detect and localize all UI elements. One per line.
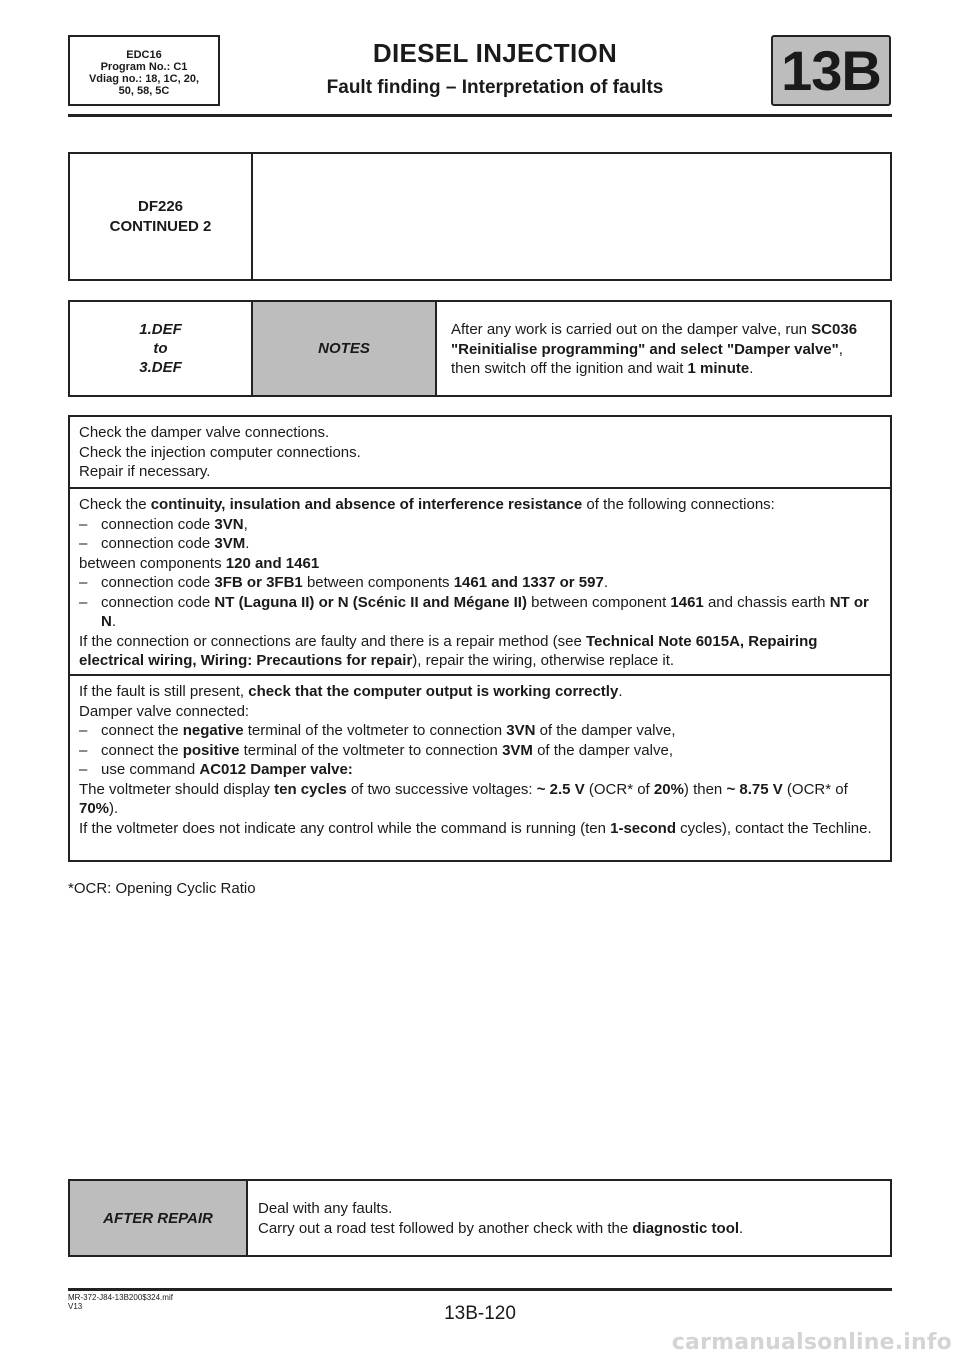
watermark: carmanualsonline.info <box>671 1330 952 1355</box>
ocr-footnote: *OCR: Opening Cyclic Ratio <box>68 880 256 897</box>
condition-until: 3.DEF <box>139 359 182 376</box>
vehicle-info-box <box>68 35 220 106</box>
vdiag-line-2: 50, 58, 5C <box>118 85 170 97</box>
command-ac012: AC012 Damper valve: <box>199 761 353 778</box>
fault-code: DF226 <box>137 197 184 215</box>
list-item: – connection code 3VN, <box>79 515 248 533</box>
list-item: – connection code 3FB or 3FB1 between components 1461 and 1337 or 597. <box>79 574 608 591</box>
footer-divider <box>68 1288 892 1291</box>
procedure-box <box>68 415 892 862</box>
list-item: – connection code NT (Laguna II) or N (Scénic II and Mégane II) between component 1461 and chassis earth NT or N. <box>79 593 869 630</box>
ecu-name: EDC16 <box>126 49 162 61</box>
after-repair-text: Deal with any faults. Carry out a road test followed by another check with the diagnostic tool. <box>258 1200 744 1237</box>
fault-code-box <box>68 152 892 281</box>
page-title: DIESEL INJECTION <box>372 38 618 68</box>
document-reference: MR-372-J84-13B200$324.mif V13 <box>68 1293 173 1311</box>
notes-label: NOTES <box>253 302 437 395</box>
after-repair-box <box>68 1179 892 1257</box>
notes-condition-cell <box>70 302 253 395</box>
fault-continued: CONTINUED 2 <box>109 217 212 235</box>
technical-note-reference: Technical Note 6015A, Repairing electrical wiring, Wiring: Precautions for repair <box>79 632 818 669</box>
procedure-section-wiring: Check the continuity, insulation and absence of interference resistance of the following connections: – connection code 3VN, – connection code 3VM. between components 120 and 1461 – connection code 3FB or 3FB1 between components 1461 and 1337 or 597. – connection code NT (Laguna II) or N (Scénic II and Mégane II) between component 1461 and chassis earth NT or N. If the connection or connections are faulty and there is a repair method (see Technical Note 6015A, Repairing electrical wiring, Wiring: Precautions for repair), repair the wiring, otherwise replace it. <box>70 489 890 676</box>
program-number: Program No.: C1 <box>100 61 188 73</box>
page-number: 13B-120 <box>444 1303 516 1324</box>
command-sc036: SC036 <box>811 321 858 338</box>
condition-to: to <box>153 340 168 357</box>
page-subtitle: Fault finding – Interpretation of faults <box>326 77 664 98</box>
notes-box <box>68 300 892 397</box>
header-divider <box>68 114 892 117</box>
list-item: – use command AC012 Damper valve: <box>79 761 353 778</box>
procedure-section-connections: Check the damper valve connections. Check the injection computer connections. Repair if necessary. <box>70 417 890 489</box>
list-item: – connect the negative terminal of the voltmeter to connection 3VN of the damper valve, <box>79 722 676 739</box>
section-tag: 13B <box>771 35 891 106</box>
fault-code-cell <box>70 154 253 279</box>
list-item: – connect the positive terminal of the voltmeter to connection 3VM of the damper valve, <box>79 741 673 759</box>
list-item: – connection code 3VM. <box>79 535 250 552</box>
condition-from: 1.DEF <box>139 321 182 338</box>
vdiag-line-1: Vdiag no.: 18, 1C, 20, <box>88 73 200 85</box>
procedure-section-output-test: If the fault is still present, check that the computer output is working correctly. Damper valve connected: – connect the negative terminal of the voltmeter to connection 3VN of the damper valve, – connect the positive terminal of the voltmeter to connection 3VM of the damper valve, – use command AC012 Damper valve: The voltmeter should display ten cycles of two successive voltages: ~ 2.5 V (OCR* of 20%) then ~ 8.75 V (OCR* of 70%). If the voltmeter does not indicate any control while the command is running (ten 1-second cycles), contact the Techline. <box>70 676 890 860</box>
after-repair-label: AFTER REPAIR <box>70 1181 248 1255</box>
notes-text: After any work is carried out on the damper valve, run SC036 "Reinitialise programming" and select "Damper valve", then switch off the ignition and wait 1 minute. <box>451 321 858 377</box>
